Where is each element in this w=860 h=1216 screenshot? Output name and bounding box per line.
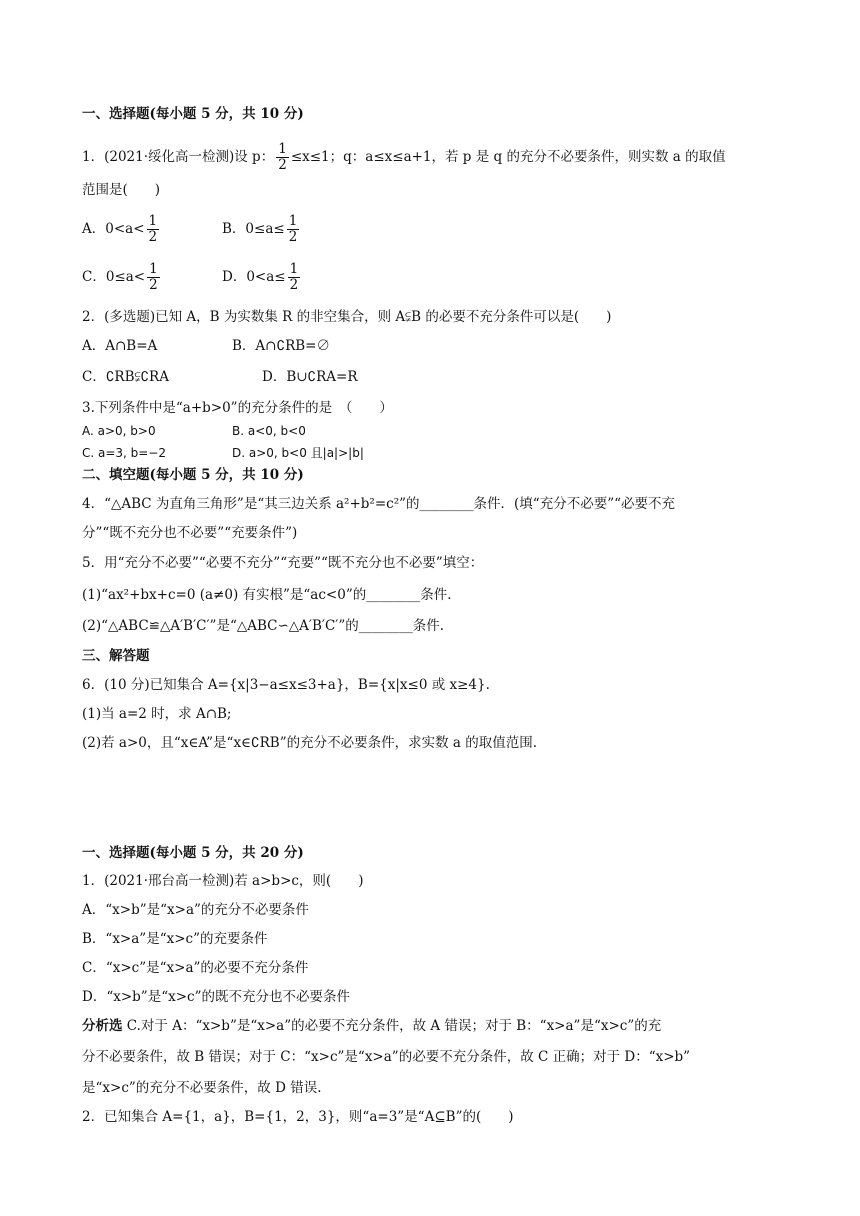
p2-question-2-stem: 2．已知集合 A={1，a}，B={1，2，3}，则“a=3”是“A⊆B”的( ) xyxy=(82,1109,514,1125)
question-5-line-1: 5．用“充分不必要”“必要不充分”“充要”“既不充分也不必要”填空： xyxy=(82,555,484,571)
analysis-line-3: 是“x>c”的充分不必要条件，故 D 错误. xyxy=(82,1080,322,1096)
question-6-part-2: (2)若 a>0，且“x∈A”是“x∈∁RB”的充分不必要条件，求实数 a 的取值范围. xyxy=(82,735,538,751)
q1-option-d: D．0<a≤ $\frac{1}{2}$ xyxy=(222,261,299,293)
q2-option-a: A．A∩B=A xyxy=(82,338,158,354)
question-1-line-1 xyxy=(82,142,726,173)
q2-option-c: C．∁RB⫋∁RA xyxy=(82,369,169,385)
p2-q1-option-a: A．“x>b”是“x>a”的充分不必要条件 xyxy=(82,902,309,918)
q3-option-d: D. a>0, b<0 且|a|>|b| xyxy=(232,446,364,460)
q3-option-c: C. a=3, b=−2 xyxy=(82,446,167,460)
question-6-part-1: (1)当 a=2 时，求 A∩B; xyxy=(82,706,232,722)
question-5-part-2: (2)“△ABC≌△A′B′C′”是“△ABC∽△A′B′C′”的________条件. xyxy=(82,618,445,634)
q2-option-d: D．B∪∁RA=R xyxy=(262,369,358,385)
p2-q1-option-b: B．“x>a”是“x>c”的充要条件 xyxy=(82,931,268,947)
fraction-half: $\frac{1}{2}$ xyxy=(278,141,287,173)
question-5-part-1: (1)“ax²+bx+c=0 (a≠0) 有实根”是“ac<0”的________条件. xyxy=(82,587,452,603)
question-6-line-1: 6．(10 分)已知集合 A={x|3−a≤x≤3+a}，B={x|x≤0 或 x≥4}. xyxy=(82,677,490,693)
question-3-stem: 3.下列条件中是“a+b>0”的充分条件的是 （ ） xyxy=(82,400,393,416)
section-heading-choice: 一、选择题(每小题 5 分，共 10 分) xyxy=(82,106,304,122)
section-heading-choice-2: 一、选择题(每小题 5 分，共 20 分) xyxy=(82,845,304,861)
q1-option-a: A．0<a< $\frac{1}{2}$ xyxy=(82,213,158,245)
q1-stem-rest: ≤x≤1；q：a≤x≤a+1，若 p 是 q 的充分不必要条件，则实数 a 的取值 xyxy=(290,149,726,165)
q1-stem-part: 1．(2021·绥化高一检测)设 p： xyxy=(82,149,275,165)
p2-q1-option-d: D．“x>b”是“x>c”的既不充分也不必要条件 xyxy=(82,989,350,1005)
analysis-label: 分析选 xyxy=(82,1018,123,1034)
q3-option-a: A. a>0, b>0 xyxy=(82,424,156,438)
question-2-stem: 2．(多选题)已知 A，B 为实数集 R 的非空集合，则 A⫋B 的必要不充分条件可以是( ) xyxy=(82,309,612,325)
p2-question-1-stem: 1．(2021·邢台高一检测)若 a>b>c，则( ) xyxy=(82,873,364,889)
section-heading-fill: 二、填空题(每小题 5 分，共 10 分) xyxy=(82,467,304,483)
q1-options-row-1 xyxy=(82,214,161,245)
analysis-line-1 xyxy=(82,1016,661,1036)
question-4-line-2: 分”“既不充分也不必要”“充要条件”) xyxy=(82,525,298,541)
question-1-line-2: 范围是( ) xyxy=(82,182,161,198)
q1-option-b: B．0≤a≤ $\frac{1}{2}$ xyxy=(222,213,298,245)
q2-option-b: B．A∩∁RB=∅ xyxy=(232,338,330,354)
section-heading-solve: 三、解答题 xyxy=(82,648,150,664)
question-4-line-1: 4．“△ABC 为直角三角形”是“其三边关系 a²+b²=c²”的________条件．(填“充分不必要”“必要不充 xyxy=(82,496,675,512)
analysis-line-2: 分不必要条件，故 B 错误；对于 C：“x>c”是“x>a”的必要不充分条件，故 C 正确；对于 D：“x>b” xyxy=(82,1049,691,1065)
analysis-text-1: C.对于 A：“x>b”是“x>a”的必要不充分条件，故 A 错误；对于 B：“x>a”是“x>c”的充 xyxy=(122,1018,662,1034)
p2-q1-option-c: C．“x>c”是“x>a”的必要不充分条件 xyxy=(82,960,309,976)
q1-option-c: C．0≤a< $\frac{1}{2}$ xyxy=(82,261,158,293)
q3-option-b: B. a<0, b<0 xyxy=(232,424,306,438)
